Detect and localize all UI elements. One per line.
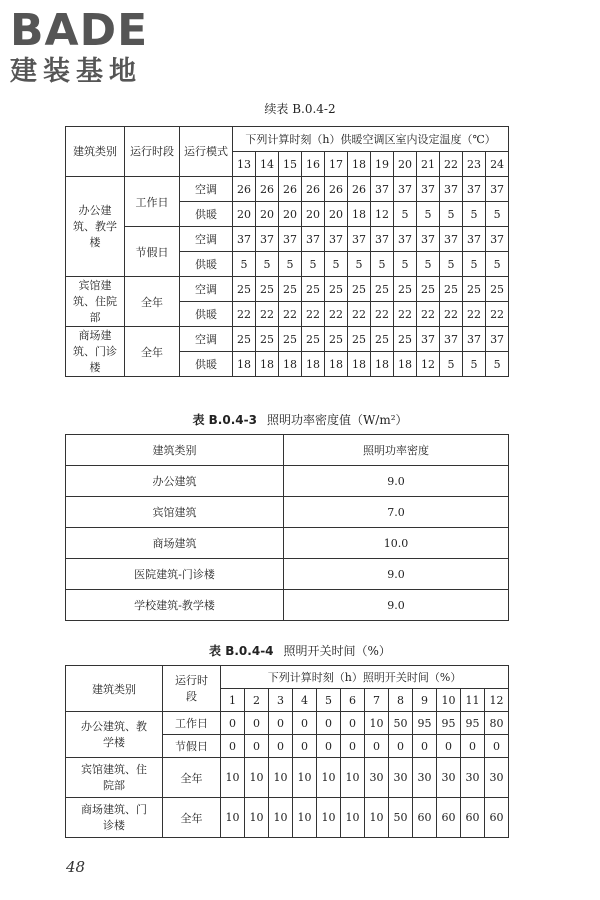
value-cell: 22: [348, 302, 371, 327]
value-cell: 37: [371, 227, 394, 252]
value-cell: 26: [325, 177, 348, 202]
building-type-cell: 学校建筑-教学楼: [66, 590, 284, 621]
value-cell: 22: [233, 302, 256, 327]
logo-subtitle: 建装基地: [10, 56, 142, 87]
value-cell: 25: [440, 277, 463, 302]
value-cell: 18: [348, 202, 371, 227]
hour-header: 5: [317, 689, 341, 712]
value-cell: 5: [302, 252, 325, 277]
value-cell: 0: [221, 712, 245, 735]
table-row: [66, 559, 509, 590]
value-cell: 20: [256, 202, 279, 227]
value-cell: 5: [325, 252, 348, 277]
value-cell: 5: [440, 202, 463, 227]
table-row: [66, 327, 509, 352]
logo-wordmark: BADE: [10, 5, 149, 56]
value-cell: 37: [302, 227, 325, 252]
value-cell: 18: [302, 352, 325, 377]
value-cell: 60: [461, 798, 485, 838]
value-cell: 0: [485, 735, 509, 758]
table-row: [66, 497, 509, 528]
value-cell: 95: [461, 712, 485, 735]
table-row: [66, 528, 509, 559]
lighting-schedule-table: [65, 665, 509, 838]
value-cell: 22: [440, 302, 463, 327]
table2-caption: [0, 411, 600, 428]
table-row: [66, 227, 509, 252]
value-cell: 25: [233, 277, 256, 302]
value-cell: 0: [245, 735, 269, 758]
value-cell: 10: [245, 798, 269, 838]
run-mode-cell: 供暖: [180, 252, 233, 277]
density-value-cell: 9.0: [284, 466, 509, 497]
run-mode-cell: 空调: [180, 177, 233, 202]
header-run-period: 运行时段: [125, 127, 180, 177]
value-cell: 18: [325, 352, 348, 377]
building-type-cell: 宾馆建筑: [66, 497, 284, 528]
value-cell: 37: [256, 227, 279, 252]
value-cell: 18: [371, 352, 394, 377]
value-cell: 18: [233, 352, 256, 377]
value-cell: 37: [394, 227, 417, 252]
table1-header-row: [66, 127, 509, 152]
value-cell: 37: [394, 177, 417, 202]
value-cell: 10: [293, 758, 317, 798]
value-cell: 5: [417, 202, 440, 227]
table-row: [66, 177, 509, 202]
value-cell: 18: [256, 352, 279, 377]
value-cell: 60: [413, 798, 437, 838]
run-mode-cell: 供暖: [180, 202, 233, 227]
value-cell: 30: [413, 758, 437, 798]
value-cell: 25: [417, 277, 440, 302]
value-cell: 95: [437, 712, 461, 735]
run-period-cell: 全年: [125, 277, 180, 327]
hour-header: 15: [279, 152, 302, 177]
header-span-title: 下列计算时刻（h）照明开关时间（%）: [221, 666, 509, 689]
hour-header: 7: [365, 689, 389, 712]
value-cell: 25: [394, 277, 417, 302]
value-cell: 22: [371, 302, 394, 327]
value-cell: 37: [417, 227, 440, 252]
table-row: [66, 277, 509, 302]
value-cell: 0: [341, 712, 365, 735]
value-cell: 20: [279, 202, 302, 227]
table3-caption-title: 照明开关时间（%）: [283, 644, 391, 658]
value-cell: 37: [233, 227, 256, 252]
building-type-cell: 商场建筑: [66, 528, 284, 559]
run-mode-cell: 空调: [180, 227, 233, 252]
value-cell: 25: [325, 327, 348, 352]
bade-logo: [10, 5, 180, 88]
value-cell: 22: [256, 302, 279, 327]
value-cell: 5: [463, 252, 486, 277]
value-cell: 37: [279, 227, 302, 252]
value-cell: 10: [269, 758, 293, 798]
hour-header: 2: [245, 689, 269, 712]
run-period-cell: 全年: [163, 798, 221, 838]
header-span-title: 下列计算时刻（h）供暖空调区室内设定温度（℃）: [233, 127, 509, 152]
value-cell: 22: [279, 302, 302, 327]
value-cell: 37: [417, 177, 440, 202]
density-value-cell: 10.0: [284, 528, 509, 559]
value-cell: 5: [486, 202, 509, 227]
value-cell: 25: [256, 327, 279, 352]
density-value-cell: 9.0: [284, 590, 509, 621]
value-cell: 37: [463, 227, 486, 252]
value-cell: 0: [437, 735, 461, 758]
density-value-cell: 7.0: [284, 497, 509, 528]
value-cell: 20: [233, 202, 256, 227]
lighting-power-density-table: [65, 434, 509, 621]
hour-header: 6: [341, 689, 365, 712]
value-cell: 5: [440, 352, 463, 377]
table-row: [66, 590, 509, 621]
value-cell: 60: [437, 798, 461, 838]
value-cell: 26: [348, 177, 371, 202]
value-cell: 25: [279, 327, 302, 352]
value-cell: 95: [413, 712, 437, 735]
value-cell: 0: [317, 735, 341, 758]
value-cell: 10: [269, 798, 293, 838]
value-cell: 5: [463, 352, 486, 377]
value-cell: 25: [233, 327, 256, 352]
header-run-period: 运行时段: [163, 666, 221, 712]
run-period-cell: 全年: [125, 327, 180, 377]
value-cell: 10: [317, 758, 341, 798]
table-row: [66, 466, 509, 497]
hour-header: 9: [413, 689, 437, 712]
value-cell: 25: [348, 277, 371, 302]
value-cell: 0: [293, 712, 317, 735]
value-cell: 10: [341, 758, 365, 798]
value-cell: 0: [341, 735, 365, 758]
building-type-cell: 商场建筑、门诊楼: [66, 327, 125, 377]
value-cell: 10: [245, 758, 269, 798]
value-cell: 50: [389, 798, 413, 838]
value-cell: 37: [371, 177, 394, 202]
hour-header: 8: [389, 689, 413, 712]
value-cell: 30: [437, 758, 461, 798]
value-cell: 30: [461, 758, 485, 798]
value-cell: 37: [486, 327, 509, 352]
value-cell: 80: [485, 712, 509, 735]
value-cell: 10: [365, 798, 389, 838]
run-period-cell: 工作日: [125, 177, 180, 227]
value-cell: 10: [293, 798, 317, 838]
value-cell: 10: [365, 712, 389, 735]
header-lighting-density: 照明功率密度: [284, 435, 509, 466]
value-cell: 22: [463, 302, 486, 327]
value-cell: 25: [394, 327, 417, 352]
table-row: [66, 712, 509, 735]
value-cell: 18: [348, 352, 371, 377]
value-cell: 5: [371, 252, 394, 277]
building-type-cell: 医院建筑-门诊楼: [66, 559, 284, 590]
value-cell: 37: [463, 177, 486, 202]
value-cell: 5: [486, 252, 509, 277]
value-cell: 22: [417, 302, 440, 327]
value-cell: 5: [348, 252, 371, 277]
value-cell: 30: [389, 758, 413, 798]
value-cell: 30: [365, 758, 389, 798]
hour-header: 14: [256, 152, 279, 177]
value-cell: 22: [486, 302, 509, 327]
hour-header: 13: [233, 152, 256, 177]
run-mode-cell: 供暖: [180, 302, 233, 327]
table2-caption-id: 表 B.0.4-3: [192, 413, 257, 427]
hour-header: 11: [461, 689, 485, 712]
value-cell: 25: [371, 327, 394, 352]
value-cell: 5: [486, 352, 509, 377]
value-cell: 10: [341, 798, 365, 838]
value-cell: 37: [417, 327, 440, 352]
value-cell: 18: [279, 352, 302, 377]
value-cell: 10: [221, 758, 245, 798]
value-cell: 0: [365, 735, 389, 758]
value-cell: 5: [394, 202, 417, 227]
value-cell: 20: [302, 202, 325, 227]
value-cell: 0: [269, 712, 293, 735]
run-mode-cell: 空调: [180, 277, 233, 302]
value-cell: 12: [417, 352, 440, 377]
page-number: 48: [66, 858, 86, 876]
hour-header: 19: [371, 152, 394, 177]
value-cell: 25: [371, 277, 394, 302]
value-cell: 0: [413, 735, 437, 758]
value-cell: 22: [302, 302, 325, 327]
table3-caption: [0, 642, 600, 659]
value-cell: 22: [394, 302, 417, 327]
value-cell: 37: [440, 177, 463, 202]
value-cell: 25: [302, 277, 325, 302]
hour-header: 24: [486, 152, 509, 177]
value-cell: 0: [293, 735, 317, 758]
value-cell: 0: [245, 712, 269, 735]
hour-header: 21: [417, 152, 440, 177]
value-cell: 0: [461, 735, 485, 758]
table-row: [66, 798, 509, 838]
indoor-temperature-table: [65, 126, 509, 377]
value-cell: 18: [394, 352, 417, 377]
value-cell: 22: [325, 302, 348, 327]
hour-header: 23: [463, 152, 486, 177]
value-cell: 37: [463, 327, 486, 352]
value-cell: 37: [486, 227, 509, 252]
run-period-cell: 节假日: [125, 227, 180, 277]
hour-header: 17: [325, 152, 348, 177]
value-cell: 26: [256, 177, 279, 202]
value-cell: 25: [325, 277, 348, 302]
hour-header: 3: [269, 689, 293, 712]
value-cell: 5: [463, 202, 486, 227]
table3-caption-id: 表 B.0.4-4: [209, 644, 274, 658]
table2-caption-title: 照明功率密度值（W/m²）: [266, 413, 408, 427]
building-type-cell: 办公建筑、教学楼: [66, 177, 125, 277]
building-type-cell: 商场建筑、门诊楼: [66, 798, 163, 838]
value-cell: 30: [485, 758, 509, 798]
table-row: [66, 758, 509, 798]
value-cell: 26: [302, 177, 325, 202]
value-cell: 26: [279, 177, 302, 202]
hour-header: 12: [485, 689, 509, 712]
run-mode-cell: 供暖: [180, 352, 233, 377]
density-value-cell: 9.0: [284, 559, 509, 590]
building-type-cell: 办公建筑: [66, 466, 284, 497]
value-cell: 5: [279, 252, 302, 277]
header-building-type: 建筑类别: [66, 127, 125, 177]
run-period-cell: 全年: [163, 758, 221, 798]
value-cell: 0: [269, 735, 293, 758]
hour-header: 16: [302, 152, 325, 177]
hour-header: 22: [440, 152, 463, 177]
value-cell: 0: [221, 735, 245, 758]
value-cell: 50: [389, 712, 413, 735]
value-cell: 5: [417, 252, 440, 277]
hour-header: 20: [394, 152, 417, 177]
header-building-type: 建筑类别: [66, 666, 163, 712]
value-cell: 37: [440, 227, 463, 252]
value-cell: 5: [394, 252, 417, 277]
value-cell: 37: [440, 327, 463, 352]
table2-header-row: [66, 435, 509, 466]
value-cell: 5: [256, 252, 279, 277]
value-cell: 37: [348, 227, 371, 252]
value-cell: 37: [325, 227, 348, 252]
value-cell: 25: [463, 277, 486, 302]
building-type-cell: 宾馆建筑、住院部: [66, 277, 125, 327]
building-type-cell: 宾馆建筑、住院部: [66, 758, 163, 798]
value-cell: 25: [302, 327, 325, 352]
value-cell: 12: [371, 202, 394, 227]
header-run-mode: 运行模式: [180, 127, 233, 177]
hour-header: 1: [221, 689, 245, 712]
value-cell: 26: [233, 177, 256, 202]
hour-header: 10: [437, 689, 461, 712]
value-cell: 5: [440, 252, 463, 277]
building-type-cell: 办公建筑、教学楼: [66, 712, 163, 758]
value-cell: 20: [325, 202, 348, 227]
value-cell: 5: [233, 252, 256, 277]
hour-header: 4: [293, 689, 317, 712]
value-cell: 25: [486, 277, 509, 302]
hour-header: 18: [348, 152, 371, 177]
run-period-cell: 工作日: [163, 712, 221, 735]
value-cell: 0: [389, 735, 413, 758]
value-cell: 25: [256, 277, 279, 302]
header-building-type: 建筑类别: [66, 435, 284, 466]
value-cell: 0: [317, 712, 341, 735]
value-cell: 10: [221, 798, 245, 838]
value-cell: 10: [317, 798, 341, 838]
value-cell: 25: [279, 277, 302, 302]
value-cell: 37: [486, 177, 509, 202]
table1-caption: 续表 B.0.4-2: [264, 102, 336, 116]
run-period-cell: 节假日: [163, 735, 221, 758]
table3-header-row: [66, 666, 509, 689]
value-cell: 25: [348, 327, 371, 352]
run-mode-cell: 空调: [180, 327, 233, 352]
value-cell: 60: [485, 798, 509, 838]
